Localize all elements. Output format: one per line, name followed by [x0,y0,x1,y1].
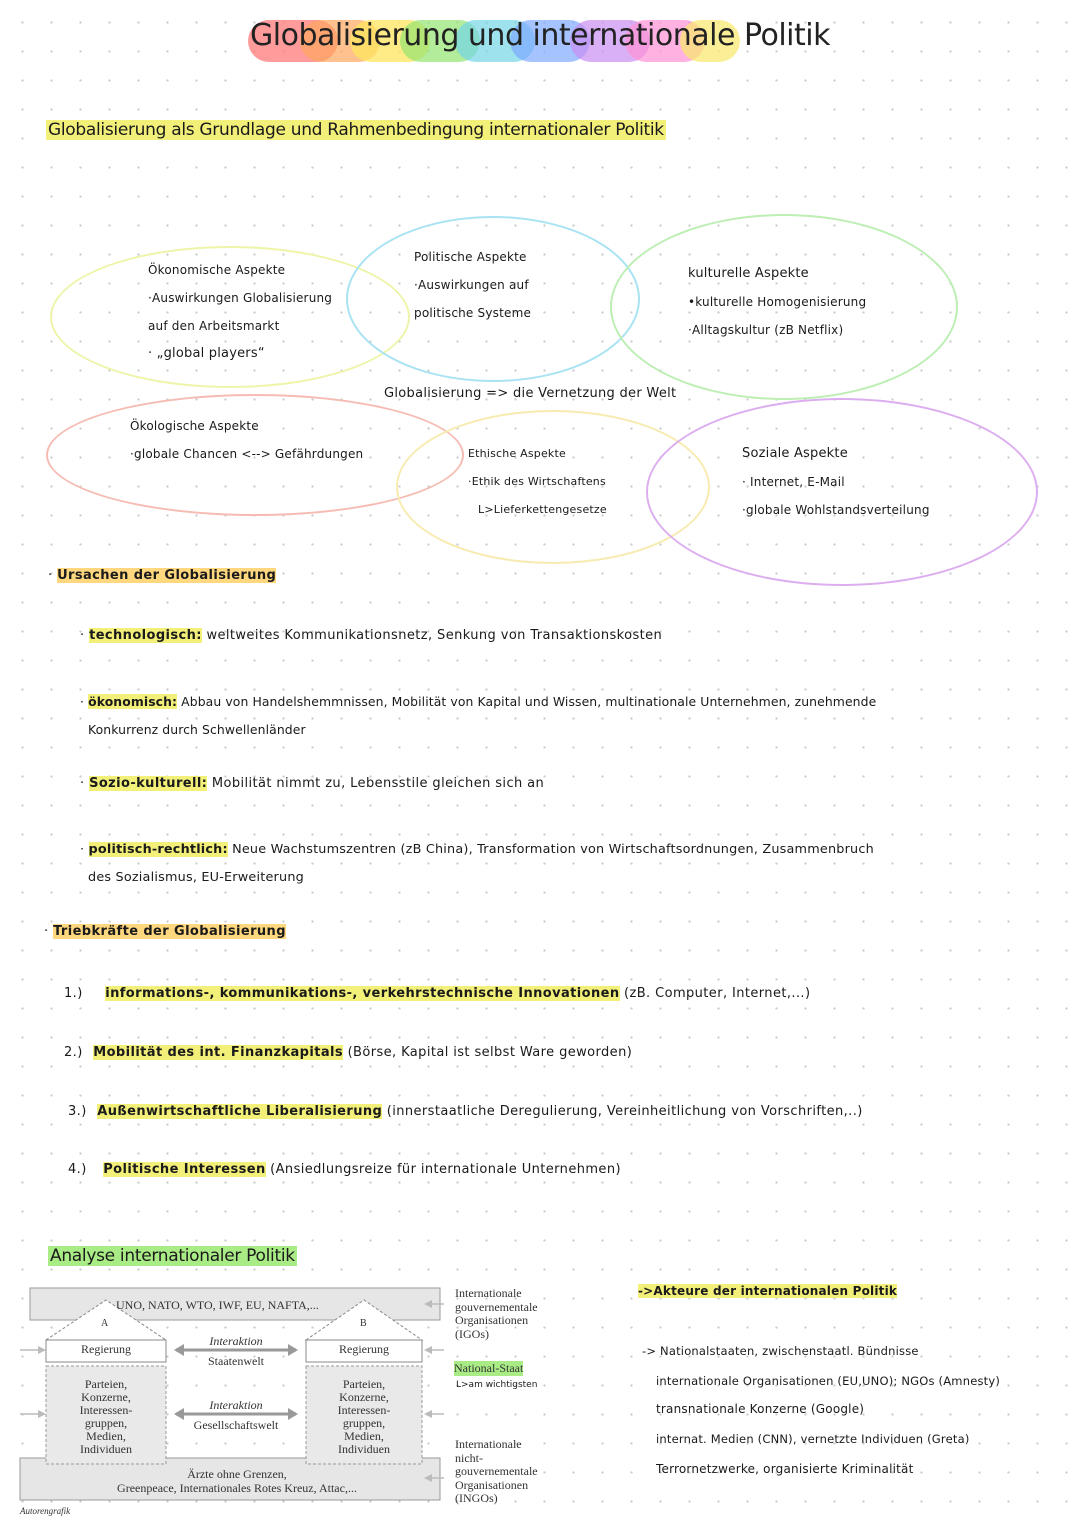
actor-item-5: Terrornetzwerke, organisierte Kriminalität [656,1462,914,1476]
analyse-diagram [16,1282,446,1517]
interaktion-label-2: Interaktion [209,1398,263,1412]
ursachen-item-1: · technologisch: weltweites Kommunikationsnetz, Senkung von Transaktionskosten [80,628,663,643]
circle-oekonomisch-line-2: auf den Arbeitsmarkt [148,319,280,333]
ursachen-item-2: · ökonomisch: Abbau von Handelshemmnissen, Mobilität von Kapital und Wissen, multinationale Unternehmen, zunehmende Konkurrenz durch Schwellenländer [80,694,877,737]
house-a-gesellschaft: Parteien, Konzerne, Interessen- gruppen, Medien, Individuen [79,1377,133,1456]
triebkraefte-item-1-label: informations-, kommunikations-, verkehrstechnische Innovationen [105,986,620,1001]
triebkraefte-item-4-text: (Ansiedlungsreize für internationale Unternehmen) [270,1162,621,1177]
section-heading-analyse: Analyse internationaler Politik [50,1246,295,1266]
triebkraefte-item-1-num: 1.) [64,986,83,1001]
staatenwelt-label: Staatenwelt [208,1354,264,1368]
actor-item-4: internat. Medien (CNN), vernetzte Individuen (Greta) [656,1432,970,1446]
circle-kulturell-line-1: •kulturelle Homogenisierung [688,295,867,309]
circle-oekologisch-line-1: ·globale Chancen <--> Gefährdungen [130,447,364,461]
circle-oekologisch-title: Ökologische Aspekte [130,419,259,433]
triebkraefte-item-2-num: 2.) [64,1045,83,1060]
ursachen-item-4-text2: des Sozialismus, EU-Erweiterung [88,870,304,885]
circle-sozial-line-1: · Internet, E-Mail [742,475,845,489]
actor-item-1: -> Nationalstaaten, zwischenstaatl. Bündnisse [642,1344,919,1358]
triebkraefte-item-2-label: Mobilität des int. Finanzkapitals [93,1045,344,1060]
center-label-vernetzung: Globalisierung => die Vernetzung der Welt [384,386,677,401]
circle-sozial-line-2: ·globale Wohlstandsverteilung [742,503,930,517]
ingo-label: Internationale nicht- gouvernementale Organisationen (INGOs) [455,1437,538,1505]
gesellschaftswelt-label: Gesellschaftswelt [193,1418,279,1432]
circle-oekonomisch-title: Ökonomische Aspekte [148,263,286,277]
circle-politisch-text [414,243,531,327]
triebkraefte-item-2-text: (Börse, Kapital ist selbst Ware geworden) [347,1045,633,1060]
national-staat-label: National-Staat [454,1361,524,1375]
ursachen-heading-text: Ursachen der Globalisierung [57,568,277,583]
circle-politisch-line-1: ·Auswirkungen auf [414,278,529,292]
actor-item-3: transnationale Konzerne (Google) [656,1402,865,1416]
circle-oekonomisch-text [148,256,332,368]
circle-sozial-title: Soziale Aspekte [742,446,848,461]
house-a-regierung: Regierung [81,1342,131,1356]
circle-ethisch-title: Ethische Aspekte [468,447,566,460]
ursachen-item-4-text: Neue Wachstumszentren (zB China), Transformation von Wirtschaftsordnungen, Zusammenbruch [232,842,874,857]
triebkraefte-item-4-num: 4.) [68,1162,87,1177]
ursachen-item-1-text: weltweites Kommunikationsnetz, Senkung von Transaktionskosten [206,628,663,643]
triebkraefte-item-1-text: (zB. Computer, Internet,...) [624,986,811,1001]
circle-kulturell-text [688,260,866,344]
circle-kulturell-line-2: ·Alltagskultur (zB Netflix) [688,323,844,337]
house-b-letter: B [360,1318,367,1329]
ursachen-item-4: · politisch-rechtlich: Neue Wachstumszentren (zB China), Transformation von Wirtschaftsordnungen, Zusammenbruch des Sozialismus, EU-Erweiterung [80,842,874,885]
circle-sozial-text [742,440,930,524]
circle-oekonomisch-line-1: ·Auswirkungen Globalisierung [148,291,333,305]
triebkraefte-item-3-num: 3.) [68,1104,87,1119]
circle-ethisch-text [468,440,607,524]
triebkraefte-item-3 [68,1104,1068,1119]
ursachen-item-3-text: Mobilität nimmt zu, Lebensstile gleichen sich an [211,776,545,791]
circle-politisch-title: Politische Aspekte [414,250,527,264]
triebkraefte-item-4 [68,1162,1068,1177]
triebkraefte-heading: · Triebkräfte der Globalisierung [44,924,286,939]
interaktion-label-1: Interaktion [209,1334,263,1348]
section-heading-globalisierung: Globalisierung als Grundlage und Rahmenbedingung internationaler Politik [48,120,664,140]
triebkraefte-heading-text: Triebkräfte der Globalisierung [53,924,286,939]
bottom-bar-label-1: Ärzte ohne Grenzen, [187,1467,287,1481]
triebkraefte-item-3-label: Außenwirtschaftliche Liberalisierung [97,1104,383,1119]
house-a-letter: A [101,1318,109,1329]
diagram-credit: Autorengrafik [20,1506,71,1516]
ursachen-item-3-label: Sozio-kulturell: [89,776,208,791]
circle-politisch-line-2: politische Systeme [414,306,532,320]
igo-label: Internationale gouvernementale Organisationen (IGOs) [455,1286,538,1341]
actors-heading-text: ->Akteure der internationalen Politik [638,1284,898,1298]
actor-item-2: internationale Organisationen (EU,UNO); NGOs (Amnesty) [656,1374,1001,1388]
house-b-regierung: Regierung [339,1342,389,1356]
circle-oekologisch-text [130,412,363,468]
ursachen-item-2-text: Abbau von Handelshemmnissen, Mobilität von Kapital und Wissen, multinationale Unternehmen, zunehmende [181,694,877,709]
circle-kulturell-title: kulturelle Aspekte [688,266,809,281]
national-staat-note: L>am wichtigsten [456,1380,538,1390]
triebkraefte-item-3-text: (innerstaatliche Deregulierung, Vereinheitlichung von Vorschriften,..) [386,1104,863,1119]
ursachen-heading: · Ursachen der Globalisierung [48,568,277,583]
circle-ethisch-line-1: ·Ethik des Wirtschaftens [468,475,606,488]
house-b-gesellschaft: Parteien, Konzerne, Interessen- gruppen, Medien, Individuen [337,1377,391,1456]
bottom-bar-label-2: Greenpeace, Internationales Rotes Kreuz, Attac,... [117,1481,357,1495]
triebkraefte-item-1 [64,986,1064,1001]
circle-ethisch-line-2: L>Lieferkettengesetze [478,503,607,516]
actors-heading [638,1284,897,1298]
ursachen-item-2-label: ökonomisch: [88,694,178,709]
ursachen-item-2-text2: Konkurrenz durch Schwellenländer [88,722,306,737]
triebkraefte-item-2 [64,1045,1064,1060]
page-title: Globalisierung und internationale Politik [250,18,830,53]
triebkraefte-item-4-label: Politische Interessen [103,1162,266,1177]
top-bar-label: UNO, NATO, WTO, IWF, EU, NAFTA,... [116,1298,319,1312]
circle-oekonomisch-line-3: · „global players“ [148,346,265,361]
ursachen-item-1-label: technologisch: [89,628,202,643]
ursachen-item-3: · Sozio-kulturell: Mobilität nimmt zu, Lebensstile gleichen sich an [80,776,545,791]
ursachen-item-4-label: politisch-rechtlich: [88,842,228,857]
